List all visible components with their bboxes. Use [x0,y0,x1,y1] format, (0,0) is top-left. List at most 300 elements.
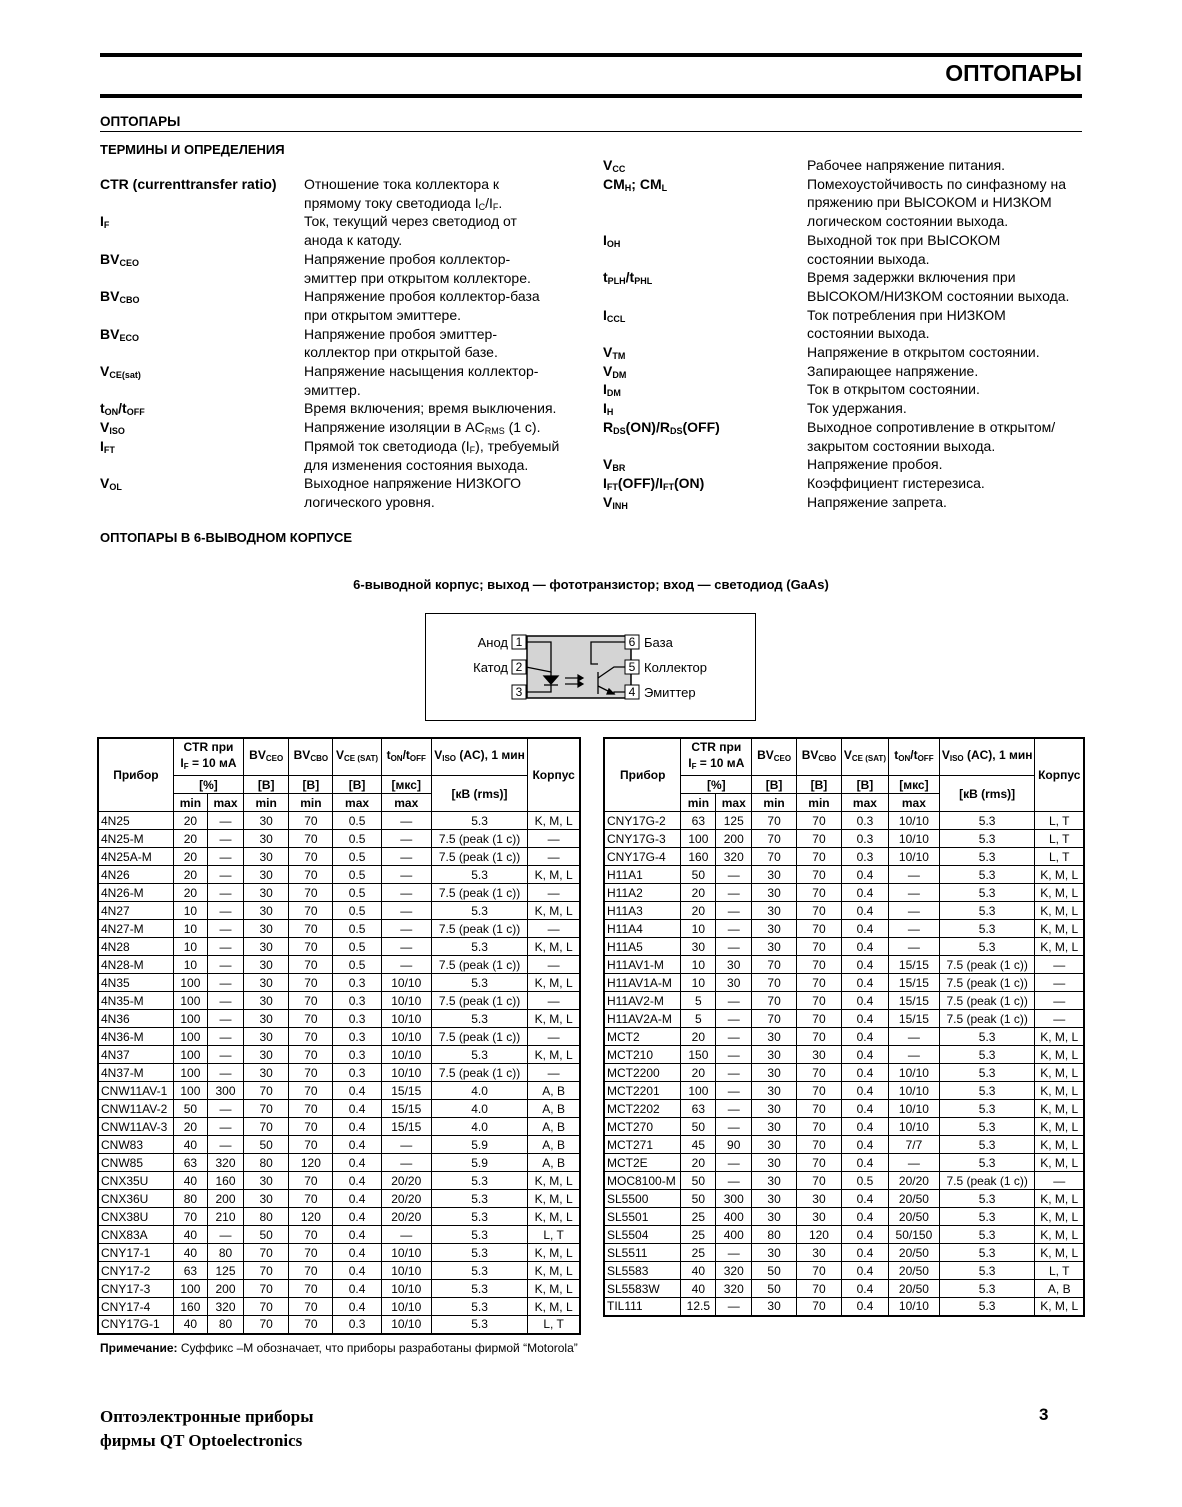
table-cell: 70 [797,1118,842,1136]
table-row [604,1136,1084,1154]
table-cell: SL5501 [604,1208,681,1226]
table-cell: 125 [207,1262,243,1280]
table-cell: 30 [797,1244,842,1262]
table-cell: 30 [244,1172,289,1190]
term-definition: Выходной ток при ВЫСОКОМ [807,231,1001,248]
table-cell: 5.3 [939,920,1035,938]
table-cell: 5.3 [939,1208,1035,1226]
table-note [100,1341,578,1355]
table-cell: 5.3 [431,902,527,920]
table-cell: — [716,1100,752,1118]
table-cell: 30 [752,1064,797,1082]
table-cell: 0.4 [841,1208,888,1226]
table-cell: 0.4 [333,1172,381,1190]
table-cell: 5.3 [939,1280,1035,1298]
table-cell: 0.5 [333,884,381,902]
table-cell: K, M, L [528,902,580,920]
table-cell: 20 [173,866,207,884]
table-cell: 80 [244,1154,289,1172]
table-cell: 0.3 [841,848,888,866]
table-cell: 0.4 [841,1136,888,1154]
term-definition: прямому току светодиода $I_C/I_F$. [304,194,503,212]
table-cell: 10/10 [888,1082,939,1100]
table-cell: CNY17-2 [98,1262,173,1280]
table-cell: 30 [752,1100,797,1118]
table-cell: 100 [173,1064,207,1082]
table-row [604,902,1084,920]
table-row [98,1316,580,1334]
table-cell: 30 [752,1298,797,1316]
top-rule [100,53,1082,57]
table-cell: — [207,1100,243,1118]
table-cell: — [716,1082,752,1100]
table-cell: 30 [752,920,797,938]
table-row [604,1262,1084,1280]
term-symbol: $t_{PLH}/t_{PHL}$ [603,269,653,287]
table-cell: — [1035,1010,1084,1028]
table-cell: — [207,830,243,848]
table-cell: K, M, L [1035,1244,1084,1262]
table-cell: 80 [207,1316,243,1334]
table-cell: 20/50 [888,1208,939,1226]
table-cell: 5.3 [939,830,1035,848]
table-cell: 70 [289,1244,333,1262]
table-cell: 25 [681,1208,716,1226]
table-cell: 20/50 [888,1262,939,1280]
table-cell: 200 [207,1280,243,1298]
package-caption: 6-выводной корпус; выход — фототранзистор; вход — светодиод (GaAs) [353,577,829,592]
table-cell: SL5504 [604,1226,681,1244]
table-cell: — [1035,1172,1084,1190]
table-cell: 5.3 [431,1226,527,1244]
table-cell: — [207,866,243,884]
table-row [98,974,580,992]
footer-line-2: фирмы QT Optoelectronics [100,1431,303,1450]
table-right-body [604,812,1084,1316]
pin-label-6: База [644,635,673,650]
table-cell: — [888,1028,939,1046]
table-cell: K, M, L [1035,1154,1084,1172]
table-cell: 7/7 [888,1136,939,1154]
table-cell: 10/10 [381,1316,431,1334]
table-cell: MCT2E [604,1154,681,1172]
table-cell: CNX38U [98,1208,173,1226]
col-viso: $V_{ISO}$ (AC), 1 мин [939,738,1035,776]
table-row [604,1064,1084,1082]
table-cell: 30 [797,1190,842,1208]
table-cell: — [207,812,243,830]
table-cell: 30 [752,902,797,920]
table-row [604,830,1084,848]
table-cell: K, M, L [1035,1064,1084,1082]
table-cell: 70 [797,1136,842,1154]
table-cell: 5.3 [939,1298,1035,1316]
table-cell: 5.3 [431,1010,527,1028]
table-cell: K, M, L [528,1010,580,1028]
table-cell: 0.4 [333,1208,381,1226]
table-cell: K, M, L [1035,902,1084,920]
table-cell: 10/10 [381,1064,431,1082]
table-cell: MCT2 [604,1028,681,1046]
table-cell: 30 [716,974,752,992]
title-rule [100,94,1082,98]
table-cell: 40 [173,1136,207,1154]
table-cell: — [528,830,580,848]
table-cell: 40 [173,1172,207,1190]
unit-v: [В] [797,776,842,794]
pin-num-5: 5 [628,660,636,674]
table-cell: K, M, L [528,1046,580,1064]
table-cell: H11A2 [604,884,681,902]
page-number: 3 [1039,1405,1049,1424]
table-cell: 5.3 [431,866,527,884]
term-definition: Напряжение насыщения коллектор- [304,363,539,379]
table-cell: 10/10 [888,830,939,848]
table-cell: 70 [797,938,842,956]
table-cell: 160 [681,848,716,866]
note-text: Суффикс –M обозначает, что приборы разработаны фирмой “Motorola” [177,1341,578,1355]
table-cell: CNY17-4 [98,1298,173,1316]
table-cell: 4N26 [98,866,173,884]
table-cell: 5.3 [939,1100,1035,1118]
table-cell: K, M, L [1035,1028,1084,1046]
term-symbol: $I_H$ [603,400,614,418]
hdr-min: min [289,794,333,812]
table-cell: 70 [797,848,842,866]
unit-v: [В] [333,776,381,794]
table-cell: 100 [173,1028,207,1046]
ctr-label: CTR при [183,740,234,754]
table-cell: 200 [207,1190,243,1208]
table-cell: 70 [797,1010,842,1028]
table-cell: 30 [244,902,289,920]
ctr-cond: $I_F = 10$ мА [688,756,745,771]
table-cell: 5.3 [431,974,527,992]
table-cell: A, B [528,1082,580,1100]
table-cell: 5.3 [939,1064,1035,1082]
table-cell: 70 [289,848,333,866]
section-heading-text: ОПТОПАРЫ [100,114,184,129]
table-cell: 5.3 [431,1190,527,1208]
table-cell: 70 [797,1154,842,1172]
hdr-max: max [207,794,243,812]
table-row [98,812,580,830]
table-cell: — [528,920,580,938]
table-cell: 63 [173,1154,207,1172]
table-cell: 63 [681,812,716,830]
table-cell: 5.3 [431,1244,527,1262]
table-cell: K, M, L [1035,1190,1084,1208]
term-symbol: $V_{CE(sat)}$ [100,363,141,380]
table-cell: 10/10 [381,1010,431,1028]
table-row [98,992,580,1010]
table-cell: 0.5 [333,812,381,830]
term-definition: Запирающее напряжение. [807,362,979,379]
table-cell: 4N27-M [98,920,173,938]
term-definition: Рабочее напряжение питания. [807,157,1006,173]
table-row [98,1046,580,1064]
table-cell: 30 [244,992,289,1010]
term-symbol: $R_{DS}(ON)/R_{DS}(OFF)$ [603,418,720,436]
table-cell: — [207,992,243,1010]
table-cell: 4N25 [98,812,173,830]
table-cell: — [1035,974,1084,992]
table-row [604,1208,1084,1226]
table-cell: 4N37-M [98,1064,173,1082]
col-ctr [681,738,752,776]
table-cell: 4N37 [98,1046,173,1064]
table-cell: 70 [752,956,797,974]
table-cell: 50/150 [888,1226,939,1244]
table-cell: — [716,884,752,902]
table-cell: MCT2200 [604,1064,681,1082]
table-row [98,1010,580,1028]
table-cell: — [381,848,431,866]
table-cell: 70 [797,956,842,974]
table-cell: 20 [173,884,207,902]
table-cell: 20 [681,884,716,902]
term-definition: Время включения; время выключения. [304,400,557,417]
table-row [604,1154,1084,1172]
table-cell: 15/15 [888,974,939,992]
table-cell: 70 [173,1208,207,1226]
table-row [604,1118,1084,1136]
table-row [604,1298,1084,1316]
table-cell: 70 [797,902,842,920]
table-cell: 50 [752,1262,797,1280]
table-cell: SL5583 [604,1262,681,1280]
table-cell: 0.4 [841,974,888,992]
table-cell: 70 [797,1028,842,1046]
table-cell: 10/10 [888,848,939,866]
term-definition: при открытом эмиттере. [304,306,462,323]
term-definition: пряжению при ВЫСОКОМ и НИЗКОМ [807,194,1052,211]
table-row [604,1190,1084,1208]
table-row [604,1082,1084,1100]
table-cell: 4N25A-M [98,848,173,866]
table-cell: 50 [681,866,716,884]
table-cell: — [716,1118,752,1136]
table-cell: 5.3 [939,1046,1035,1064]
table-cell: H11AV2A-M [604,1010,681,1028]
hdr-min: min [681,794,716,812]
table-cell: 0.5 [333,956,381,974]
table-cell: 4N27 [98,902,173,920]
table-cell: — [888,902,939,920]
term-definition: Выходное напряжение НИЗКОГО [304,475,521,492]
table-cell: 30 [797,1046,842,1064]
table-cell: K, M, L [528,1262,580,1280]
term-definition: Напряжение пробоя эмиттер- [304,325,497,342]
table-cell: 70 [244,1298,289,1316]
table-cell: 0.4 [841,938,888,956]
table-cell: — [207,1046,243,1064]
term-symbol: $BV_{CBO}$ [100,288,140,306]
table-cell: 40 [681,1262,716,1280]
page-title: ОПТОПАРЫ [945,60,1082,86]
table-cell: 40 [173,1226,207,1244]
table-cell: 5.3 [431,1316,527,1334]
table-cell: SL5583W [604,1280,681,1298]
table-row [604,866,1084,884]
table-cell: — [528,1064,580,1082]
term-definition: логическом состоянии выхода. [807,213,1009,230]
table-cell: CNW83 [98,1136,173,1154]
table-cell: — [207,848,243,866]
table-cell: 70 [289,1118,333,1136]
table-cell: 70 [289,992,333,1010]
table-cell: — [716,938,752,956]
table-row [604,1172,1084,1190]
unit-pct: [%] [173,776,243,794]
table-cell: 70 [289,902,333,920]
table-cell: 90 [716,1136,752,1154]
table-cell: 30 [752,1154,797,1172]
term-symbol: $V_{INH}$ [603,493,628,511]
table-cell: K, M, L [1035,1226,1084,1244]
table-cell: 30 [752,1028,797,1046]
table-cell: CNW11AV-3 [98,1118,173,1136]
table-cell: 5.3 [939,1118,1035,1136]
table-cell: — [888,938,939,956]
table-cell: 150 [681,1046,716,1064]
subsection-heading: ОПТОПАРЫ В 6-ВЫВОДНОМ КОРПУСЕ [100,530,353,545]
table-cell: 20/50 [888,1244,939,1262]
col-bvcbo: $BV_{CBO}$ [797,738,842,776]
table-cell: 10/10 [381,1028,431,1046]
table-cell: — [381,902,431,920]
pin-num-2: 2 [515,660,523,674]
table-cell: 70 [752,992,797,1010]
table-cell: 0.4 [841,1244,888,1262]
table-cell: — [207,1226,243,1244]
col-vcesat: $V_{CE (SAT)}$ [841,738,888,776]
table-cell: 15/15 [381,1118,431,1136]
package-diagram [425,613,756,721]
unit-v: [В] [244,776,289,794]
table-row [604,1100,1084,1118]
col-ton: $t_{ON}/t_{OFF}$ [381,738,431,776]
term-symbol: $BV_{ECO}$ [100,325,139,343]
table-cell: 70 [797,974,842,992]
table-cell: 4N35-M [98,992,173,1010]
table-cell: — [888,1046,939,1064]
table-cell: MCT271 [604,1136,681,1154]
table-cell: 5.3 [431,1280,527,1298]
table-cell: 70 [289,1064,333,1082]
col-ctr [173,738,243,776]
term-definition: Ток в открытом состоянии. [807,381,980,398]
pin-label-2: Катод [473,660,508,675]
table-cell: 30 [244,920,289,938]
table-cell: 160 [173,1298,207,1316]
table-cell: 5.3 [939,938,1035,956]
note-label: Примечание: [100,1341,178,1355]
table-row [604,812,1084,830]
table-cell: CNY17G-1 [98,1316,173,1334]
table-cell: 70 [752,812,797,830]
table-cell: 30 [244,938,289,956]
table-cell: 4N36 [98,1010,173,1028]
table-cell: 10/10 [381,1298,431,1316]
term-symbol: $V_{OL}$ [100,475,122,493]
table-cell: 70 [244,1118,289,1136]
table-cell: 20/20 [381,1208,431,1226]
table-cell: MCT210 [604,1046,681,1064]
term-definition: состоянии выхода. [807,325,930,342]
table-row [98,938,580,956]
table-cell: 5.3 [431,812,527,830]
table-cell: 30 [752,1136,797,1154]
table-cell: MCT2202 [604,1100,681,1118]
col-package: Корпус [1035,738,1084,812]
hdr-max: max [841,794,888,812]
table-cell: 0.4 [333,1244,381,1262]
table-cell: 0.4 [841,1064,888,1082]
table-cell: — [207,956,243,974]
table-cell: 0.4 [841,1118,888,1136]
term-definition: Напряжение запрета. [807,493,947,510]
table-cell: 20/20 [381,1190,431,1208]
table-cell: 70 [289,1028,333,1046]
table-cell: K, M, L [1035,884,1084,902]
table-cell: 50 [244,1136,289,1154]
table-cell: K, M, L [528,974,580,992]
table-cell: L, T [1035,830,1084,848]
table-cell: 70 [797,992,842,1010]
table-cell: 70 [289,866,333,884]
table-cell: 5.3 [939,1154,1035,1172]
table-cell: 50 [244,1226,289,1244]
table-cell: 0.4 [841,1262,888,1280]
term-definition: Время задержки включения при [807,269,1016,286]
table-cell: 0.4 [333,1262,381,1280]
term-symbol: $V_{BR}$ [603,456,626,474]
ctr-label: CTR при [691,740,742,754]
table-cell: 0.4 [841,1010,888,1028]
table-cell: 4N36-M [98,1028,173,1046]
table-cell: 0.4 [333,1154,381,1172]
term-definition: Напряжение пробоя коллектор- [304,250,511,267]
term-definition: Напряжение пробоя. [807,456,943,473]
table-cell: 5.3 [939,902,1035,920]
table-cell: 200 [716,830,752,848]
hdr-max: max [716,794,752,812]
table-cell: 70 [289,1100,333,1118]
table-cell: — [716,1028,752,1046]
term-symbol: $I_{FT}(OFF)/I_{FT}(ON)$ [603,474,705,492]
table-cell: 5.9 [431,1154,527,1172]
table-cell: — [716,1244,752,1262]
table-cell: 70 [289,956,333,974]
table-cell: CNX35U [98,1172,173,1190]
table-row [98,1208,580,1226]
table-cell: 0.4 [841,992,888,1010]
table-cell: K, M, L [528,1280,580,1298]
table-cell: — [207,938,243,956]
table-cell: 30 [752,1208,797,1226]
table-cell: 30 [752,1046,797,1064]
table-cell: 0.3 [333,1028,381,1046]
table-cell: 4N26-M [98,884,173,902]
table-cell: 10/10 [381,1262,431,1280]
table-row [604,1046,1084,1064]
table-cell: CNY17G-3 [604,830,681,848]
table-cell: 70 [244,1262,289,1280]
table-cell: 5.3 [939,1136,1035,1154]
pin-num-3: 3 [515,685,523,699]
table-cell: 0.3 [333,1010,381,1028]
